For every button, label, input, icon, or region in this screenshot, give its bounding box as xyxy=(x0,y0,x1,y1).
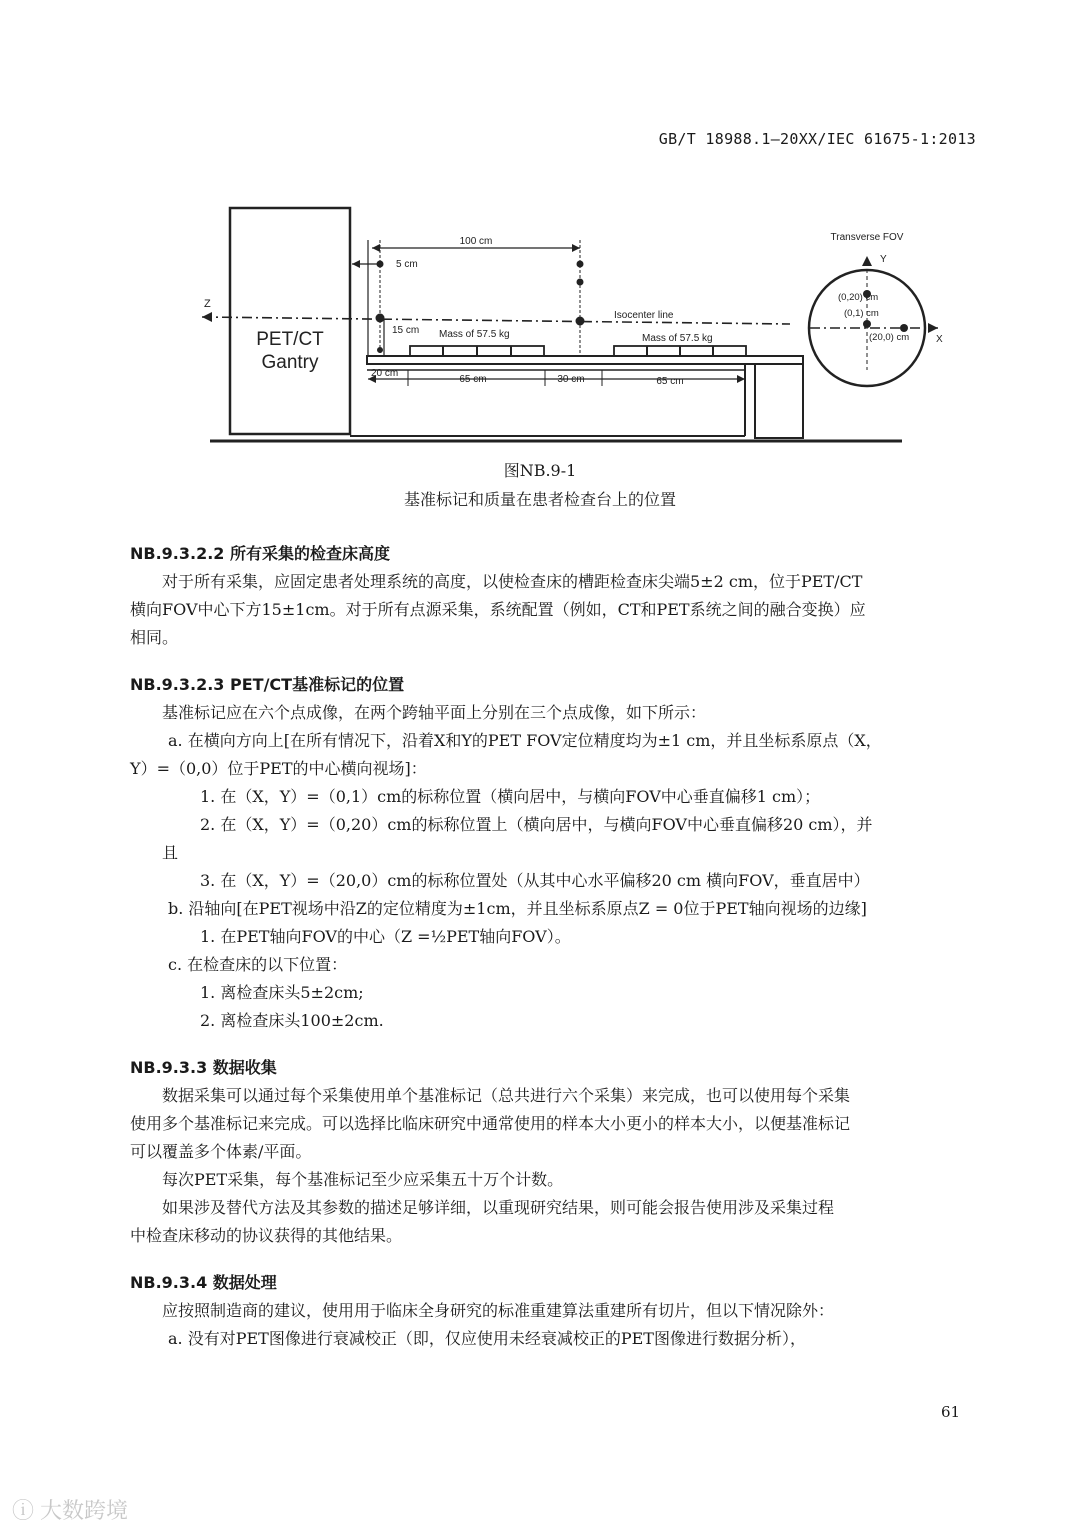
mass1-label: Mass of 57.5 kg xyxy=(439,329,510,340)
marker-5cm-iso xyxy=(376,314,385,323)
patient-table xyxy=(367,356,803,364)
list-item-c: c. 在检查床的以下位置： xyxy=(168,955,348,974)
paragraph: 如果涉及替代方法及其参数的描述足够详细，以重现研究结果，则可能会报告使用涉及采集过程 xyxy=(162,1198,835,1217)
paragraph: 对于所有采集，应固定患者处理系统的高度，以使检查床的槽距检查床尖端5±2 cm，位于PET/CT xyxy=(162,572,863,591)
isocenter-label: Isocenter line xyxy=(614,310,674,321)
y-axis-label: Y xyxy=(880,254,887,265)
mass-block-1 xyxy=(410,346,544,356)
z-axis-label: Z xyxy=(204,298,211,310)
marker-5cm-bottom xyxy=(377,347,383,353)
point-0-1-label: (0,1) cm xyxy=(844,308,879,319)
list-item-a: a. 没有对PET图像进行衰减校正（即，仅应使用未经衰减校正的PET图像进行数据分析）， xyxy=(168,1329,806,1348)
mass2-label: Mass of 57.5 kg xyxy=(642,333,713,344)
dim-65b-label: 65 cm xyxy=(656,376,684,387)
isocenter-line xyxy=(202,317,790,324)
dim-5-label: 5 cm xyxy=(396,259,418,270)
figure-caption-number: 图NB.9-1 xyxy=(503,461,577,480)
sub-item: 3. 在（X，Y）=（20,0）cm的标称位置处（从其中心水平偏移20 cm 横向FOV，垂直居中） xyxy=(200,871,870,890)
paragraph-continued: 相同。 xyxy=(130,628,179,647)
figure-diagram xyxy=(190,200,950,450)
list-item-b: b. 沿轴向[在PET视场中沿Z的定位精度为±1cm，并且坐标系原点Z = 0位于PET轴向视场的边缘] xyxy=(168,899,867,918)
section-heading-nb9333: NB.9.3.3 数据收集 xyxy=(130,1058,277,1077)
sub-item-continued: 且 xyxy=(162,843,179,862)
list-item-a-continued: Y）=（0,0）位于PET的中心横向视场]： xyxy=(130,759,427,778)
figure-caption-title: 基准标记和质量在患者检查台上的位置 xyxy=(403,490,676,509)
list-item-a: a. 在横向方向上[在所有情况下，沿着X和Y的PET FOV定位精度均为±1 cm，并且坐标系原点（X， xyxy=(168,731,882,750)
paragraph-continued: 中检查床移动的协议获得的其他结果。 xyxy=(130,1226,403,1245)
section-heading-nb93223: NB.9.3.2.3 PET/CT基准标记的位置 xyxy=(130,675,405,694)
paragraph-continued: 使用多个基准标记来完成。可以选择比临床研究中通常使用的样本大小更小的样本大小，以便基准标记 xyxy=(130,1114,851,1133)
dim-20-label: 20 cm xyxy=(371,368,399,379)
marker-fov-0-1 xyxy=(863,320,871,328)
dim-65a-label: 65 cm xyxy=(459,374,487,385)
gantry-label-1: PET/CT xyxy=(256,329,324,350)
marker-100cm-top xyxy=(577,261,584,268)
x-axis-label: X xyxy=(936,334,943,345)
sub-item: 1. 离检查床头5±2cm; xyxy=(200,983,364,1002)
marker-100cm-iso xyxy=(576,317,585,326)
sub-item: 2. 离检查床头100±2cm. xyxy=(200,1011,384,1030)
marker-fov-20-0 xyxy=(900,324,908,332)
marker-5cm-top xyxy=(377,261,384,268)
dim-30-label: 30 cm xyxy=(557,374,585,385)
watermark-text: 大数跨境 xyxy=(40,1499,129,1524)
dim-100-label: 100 cm xyxy=(459,236,493,247)
page-number: 61 xyxy=(941,1403,961,1421)
section-heading-nb9334: NB.9.3.4 数据处理 xyxy=(130,1273,277,1292)
gantry-label-2: Gantry xyxy=(261,352,319,373)
sub-item: 1. 在PET轴向FOV的中心（Z =½PET轴向FOV）。 xyxy=(200,927,571,946)
watermark-logo-icon: ⓘ xyxy=(12,1499,35,1524)
section-heading-nb93222: NB.9.3.2.2 所有采集的检查床高度 xyxy=(130,544,391,563)
sub-item: 2. 在（X，Y）=（0,20）cm的标称位置上（横向居中，与横向FOV中心垂直偏移20 cm），并 xyxy=(200,815,873,834)
document-header: GB/T 18988.1—20XX/IEC 61675-1:2013 xyxy=(658,130,976,148)
sub-item: 1. 在（X，Y）=（0,1）cm的标称位置（横向居中，与横向FOV中心垂直偏移1 cm）； xyxy=(200,787,821,806)
document-body xyxy=(130,540,978,1353)
mass-block-2 xyxy=(614,346,746,356)
paragraph: 每次PET采集，每个基准标记至少应采集五十万个计数。 xyxy=(162,1170,564,1189)
point-20-0-label: (20,0) cm xyxy=(869,332,910,343)
paragraph: 基准标记应在六个点成像，在两个跨轴平面上分别在三个点成像，如下所示： xyxy=(162,703,707,722)
watermark xyxy=(12,1494,128,1525)
point-0-20-label: (0,20) cm xyxy=(838,292,879,303)
paragraph-continued: 可以覆盖多个体素/平面。 xyxy=(130,1142,312,1161)
gantry-box xyxy=(230,208,350,434)
marker-100cm-mid xyxy=(577,279,584,286)
fov-title: Transverse FOV xyxy=(830,232,904,243)
paragraph-continued: 横向FOV中心下方15±1cm。对于所有点源采集，系统配置（例如，CT和PET系统之间的融合变换）应 xyxy=(130,600,866,619)
paragraph: 应按照制造商的建议，使用用于临床全身研究的标准重建算法重建所有切片，但以下情况除外： xyxy=(162,1301,835,1320)
paragraph: 数据采集可以通过每个采集使用单个基准标记（总共进行六个采集）来完成，也可以使用每个采集 xyxy=(162,1086,851,1105)
dim-15-label: 15 cm xyxy=(392,325,420,336)
table-pedestal xyxy=(755,364,803,438)
